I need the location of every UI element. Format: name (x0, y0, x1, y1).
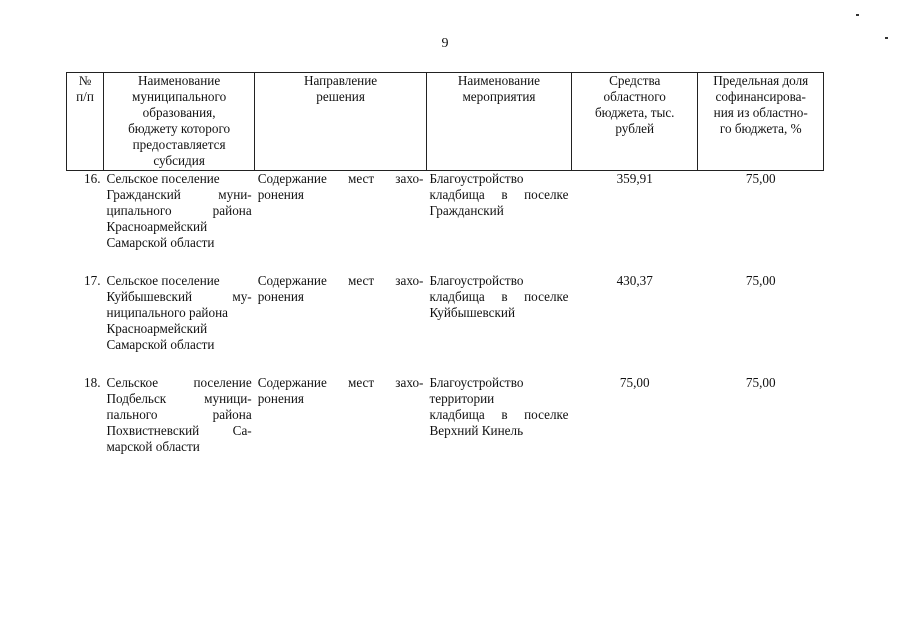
row-number: 18. (84, 375, 101, 390)
municipality-cell: Сельское поселение Куйбышевский му- ниципального района Красноармейский Самарской области (106, 273, 252, 352)
municipality-cell: Сельское поселение Подбельск муници- пального района Похвистневский Са- марской области (106, 375, 252, 454)
scan-mark (885, 37, 888, 39)
event-cell: Благоустройство территории кладбища в поселке Верхний Кинель (429, 375, 569, 438)
direction-cell: Содержание мест захо- ронения (257, 375, 424, 406)
header-direction: Направление решения (255, 73, 427, 171)
direction-cell: Содержание мест захо- ронения (257, 273, 424, 304)
scan-mark (856, 14, 859, 16)
table-row (67, 171, 824, 274)
header-funds: Средства областного бюджета, тыс. рублей (571, 73, 698, 171)
row-number: 16. (84, 171, 101, 186)
share-cell: 75,00 (745, 273, 776, 288)
event-cell: Благоустройство кладбища в поселке Куйбышевский (429, 273, 569, 320)
event-cell: Благоустройство кладбища в поселке Гражданский (429, 171, 569, 218)
share-cell: 75,00 (745, 171, 776, 186)
municipality-cell: Сельское поселение Гражданский муни- ципального района Красноармейский Самарской области (106, 171, 252, 250)
table-row (67, 375, 824, 477)
funds-cell: 75,00 (619, 375, 650, 390)
funds-cell: 430,37 (616, 273, 653, 288)
subsidy-table (66, 72, 824, 477)
table-row (67, 273, 824, 375)
header-event: Наименование мероприятия (426, 73, 571, 171)
table-header-row (67, 73, 824, 171)
direction-cell: Содержание мест захо- ронения (257, 171, 424, 202)
header-num: № п/п (67, 73, 104, 171)
share-cell: 75,00 (745, 375, 776, 390)
header-municipality: Наименование муниципального образования, бюджету которого предоставляется субсидия (104, 73, 255, 171)
row-number: 17. (84, 273, 101, 288)
header-share: Предельная доля софинансирова- ния из областно- го бюджета, % (698, 73, 824, 171)
funds-cell: 359,91 (616, 171, 653, 186)
page-number: 9 (441, 36, 449, 51)
